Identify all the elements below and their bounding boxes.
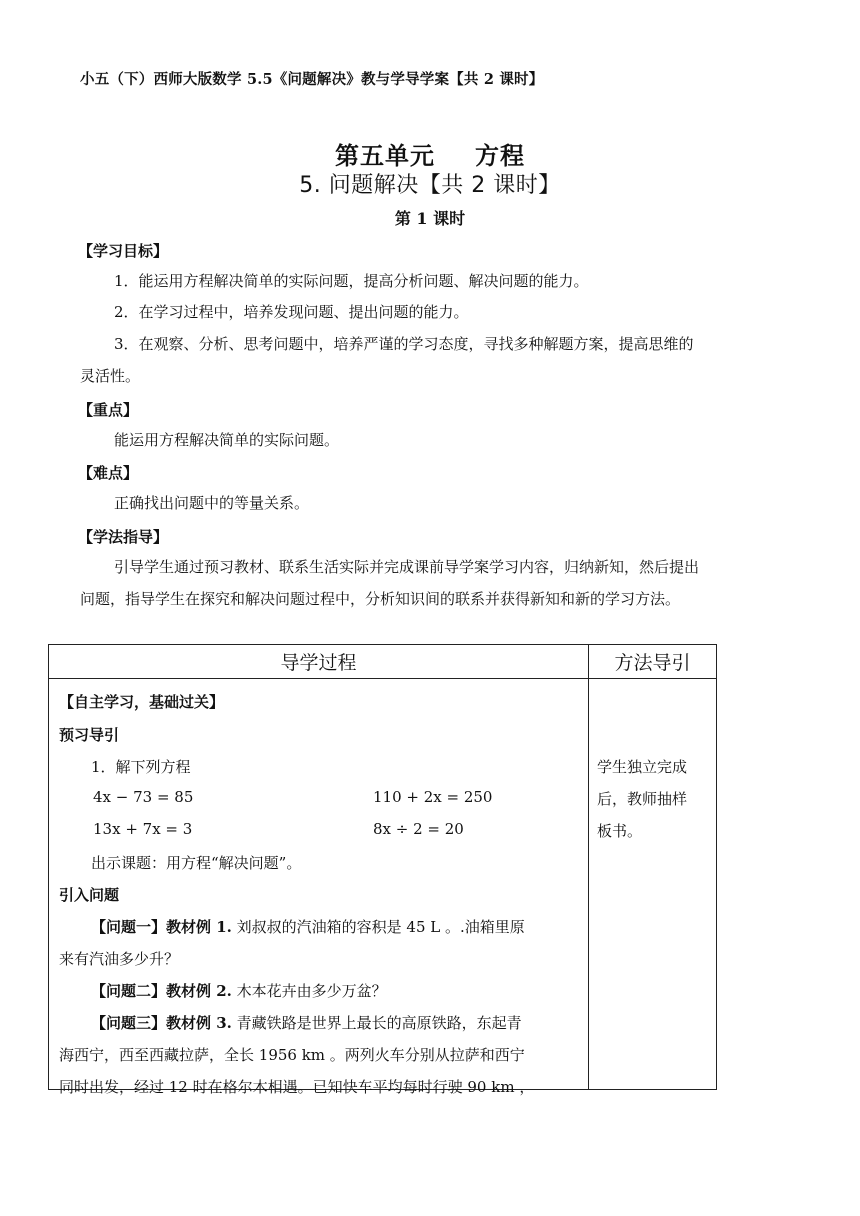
table-body-row [49,679,717,1090]
key-point-text: 能运用方程解决简单的实际问题。 [114,431,340,449]
self-study-heading: 【自主学习，基础过关】 [59,693,225,711]
question-1-line-2: 来有汽油多少升？ [59,950,180,968]
question-3-line-1 [91,1012,522,1033]
method-note-line-3: 板书。 [597,822,643,840]
preview-heading: 预习导引 [59,726,120,744]
process-cell [49,679,589,1096]
show-topic: 出示课题：用方程“解决问题”。 [91,854,302,872]
question-3-tag: 【问题三】教材例 3. [91,1014,232,1032]
lesson-title: 5. 问题解决【共 2 课时】 [299,173,561,198]
method-note-line-1: 学生独立完成 [597,758,688,776]
question-3-text: 青藏铁路是世界上最长的高原铁路，东起青 [231,1014,522,1032]
table-header-row [49,645,717,679]
col-header-process: 导学过程 [49,645,589,679]
method-text-line-2: 问题，指导学生在探究和解决问题过程中，分析知识间的联系并获得新知和新的学习方法。 [80,590,681,608]
method-cell [589,679,717,1090]
key-point-heading: 【重点】 [78,401,139,419]
method-text-line-1: 引导学生通过预习教材、联系生活实际并完成课前导学案学习内容，归纳新知，然后提出 [114,558,700,576]
col-header-method: 方法导引 [589,645,717,679]
difficulty-text: 正确找出问题中的等量关系。 [114,494,310,512]
goal-1: 1．能运用方程解决简单的实际问题，提高分析问题、解决问题的能力。 [114,272,589,290]
equation-3: 13x + 7x = 3 [93,820,193,838]
question-1-text: 刘叔叔的汽油箱的容积是 45 L 。.油箱里原 [231,918,525,936]
method-note-line-2: 后，教师抽样 [597,790,688,808]
question-2 [91,980,387,1001]
difficulty-heading: 【难点】 [78,464,139,482]
task-1: 1．解下列方程 [91,758,191,776]
equation-4: 8x ÷ 2 = 20 [373,820,464,838]
goals-heading: 【学习目标】 [78,242,169,260]
question-3-line-3: 同时出发，经过 12 时在格尔木相遇。已知快车平均每时行驶 90 km ， [59,1078,535,1096]
question-1-line-1 [91,916,525,937]
unit-title [0,136,860,171]
unit-label: 第五单元 [335,141,435,170]
intro-heading: 引入问题 [59,886,120,904]
guide-table [48,644,717,1096]
equation-1: 4x − 73 = 85 [93,788,194,806]
method-heading: 【学法指导】 [78,528,169,546]
unit-topic: 方程 [475,141,525,170]
question-3-line-2: 海西宁，西至西藏拉萨，全长 1956 km 。两列火车分别从拉萨和西宁 [59,1046,525,1064]
question-1-tag: 【问题一】教材例 1. [91,918,232,936]
question-2-text: 木本花卉由多少万盆？ [231,982,387,1000]
equation-2: 110 + 2x = 250 [373,788,493,806]
question-2-tag: 【问题二】教材例 2. [91,982,232,1000]
goal-3-line-1: 3．在观察、分析、思考问题中，培养严谨的学习态度，寻找多种解题方案，提高思维的 [114,335,694,353]
goal-2: 2．在学习过程中，培养发现问题、提出问题的能力。 [114,303,469,321]
goal-3-line-2: 灵活性。 [80,367,141,385]
period-title: 第 1 课时 [394,209,466,228]
document-header: 小五（下）西师大版数学 5.5《问题解决》教与学导学案【共 2 课时】 [80,71,544,88]
